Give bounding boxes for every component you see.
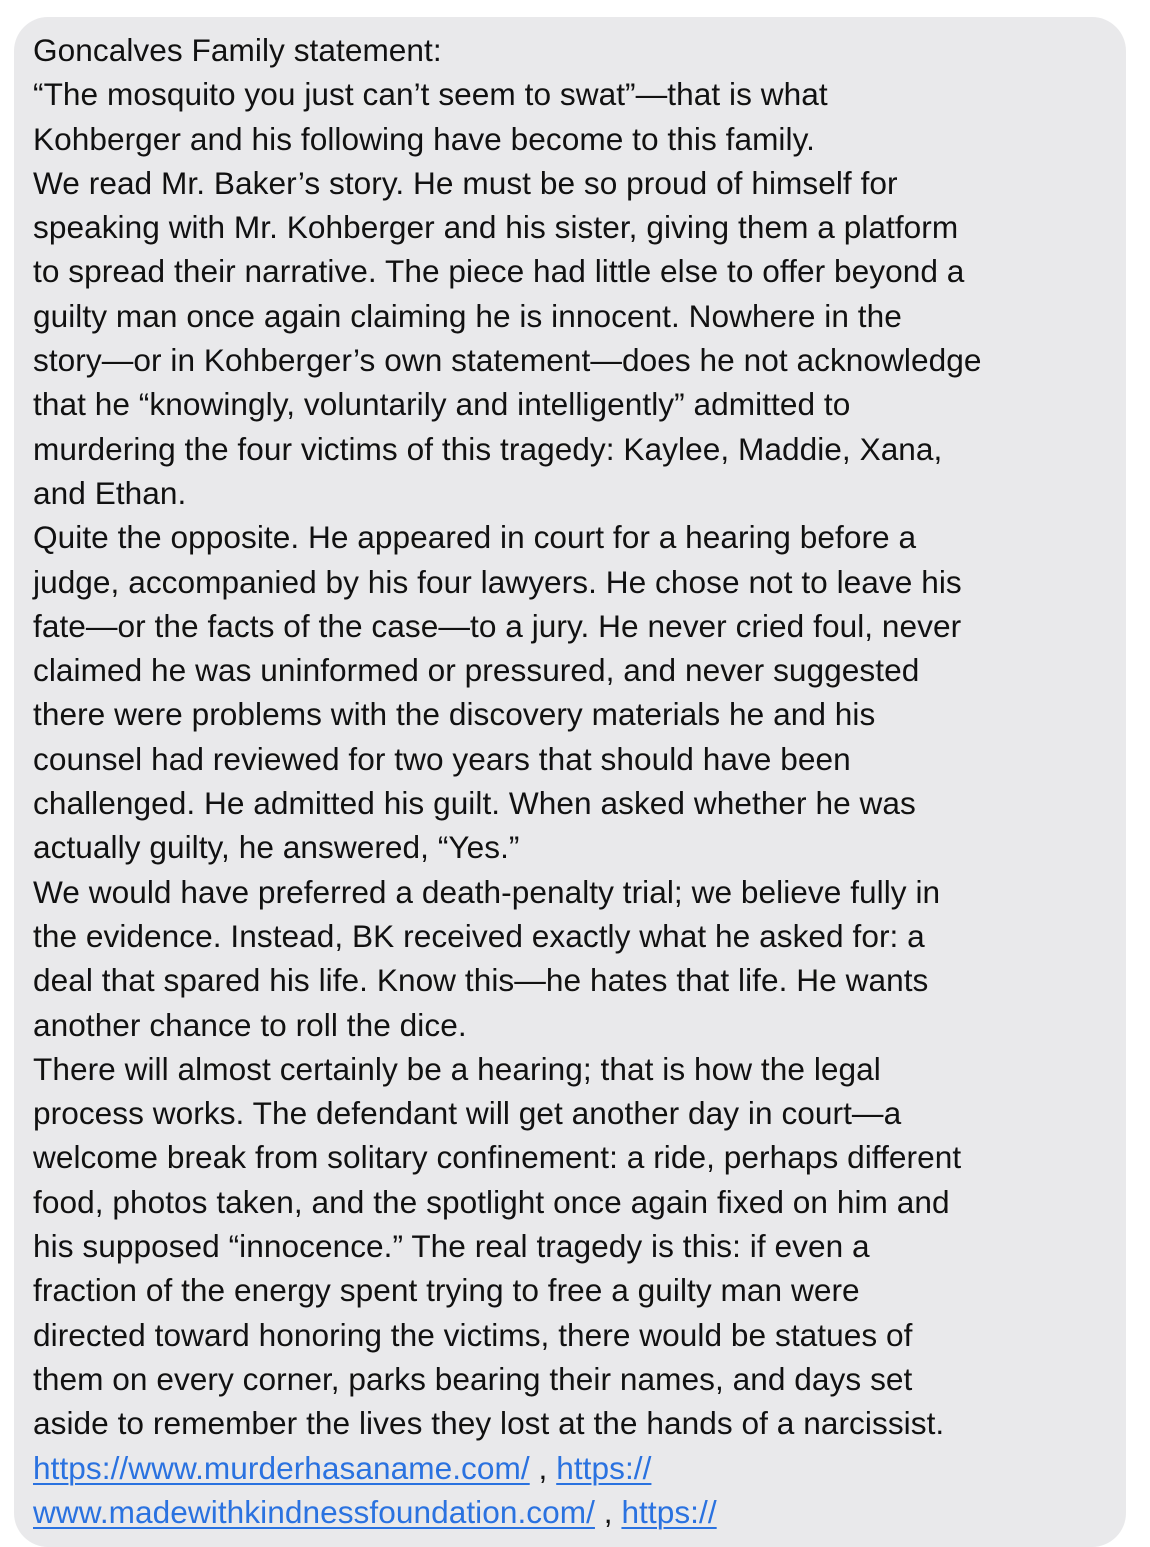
message-line: aside to remember the lives they lost at the hands of a narcissist. <box>33 1405 945 1442</box>
message-line: claimed he was uninformed or pressured, and never suggested <box>33 652 920 689</box>
message-line: fraction of the energy spent trying to free a guilty man were <box>33 1272 860 1309</box>
message-line: We read Mr. Baker’s story. He must be so proud of himself for <box>33 164 898 201</box>
message-line: Quite the opposite. He appeared in court for a hearing before a <box>33 519 917 556</box>
message-line: them on every corner, parks bearing their names, and days set <box>33 1360 913 1397</box>
message-line: actually guilty, he answered, “Yes.” <box>33 829 520 866</box>
message-line: story—or in Kohberger’s own statement—does he not acknowledge <box>33 342 982 379</box>
message-line: his supposed “innocence.” The real tragedy is this: if even a <box>33 1228 870 1265</box>
message-bubble[interactable] <box>14 17 1126 1547</box>
message-line: We would have preferred a death-penalty trial; we believe fully in <box>33 873 941 910</box>
link-separator: , <box>594 1493 622 1530</box>
message-line: deal that spared his life. Know this—he hates that life. He wants <box>33 962 929 999</box>
message-line: fate—or the facts of the case—to a jury. He never cried foul, never <box>33 607 962 644</box>
message-line: the evidence. Instead, BK received exactly what he asked for: a <box>33 917 925 954</box>
message-line: another chance to roll the dice. <box>33 1006 467 1043</box>
message-line: counsel had reviewed for two years that should have been <box>33 740 851 777</box>
message-line: Kohberger and his following have become to this family. <box>33 120 815 157</box>
message-line: and Ethan. <box>33 474 187 511</box>
message-line: murdering the four victims of this tragedy: Kaylee, Maddie, Xana, <box>33 430 943 467</box>
links-line-2 <box>33 1490 1126 1534</box>
message-line: to spread their narrative. The piece had little else to offer beyond a <box>33 253 965 290</box>
message-line: process works. The defendant will get another day in court—a <box>33 1095 902 1132</box>
message-text <box>33 28 1126 1534</box>
message-line: challenged. He admitted his guilt. When asked whether he was <box>33 785 916 822</box>
message-line: There will almost certainly be a hearing; that is how the legal <box>33 1050 881 1087</box>
message-line: Goncalves Family statement: <box>33 32 442 68</box>
message-line: there were problems with the discovery materials he and his <box>33 696 876 733</box>
link-third-start[interactable]: https:// <box>621 1493 717 1530</box>
link-madewithkindness-end[interactable]: www.madewithkindnessfoundation.com/ <box>33 1493 595 1530</box>
message-line: “The mosquito you just can’t seem to swat”—that is what <box>33 76 828 113</box>
message-line: food, photos taken, and the spotlight once again fixed on him and <box>33 1183 950 1220</box>
message-line: judge, accompanied by his four lawyers. He chose not to leave his <box>33 563 962 600</box>
link-separator: , <box>529 1449 557 1486</box>
message-line: that he “knowingly, voluntarily and intelligently” admitted to <box>33 386 851 423</box>
message-line: guilty man once again claiming he is innocent. Nowhere in the <box>33 297 902 334</box>
link-madewithkindness-start[interactable]: https:// <box>556 1449 652 1486</box>
message-line: directed toward honoring the victims, there would be statues of <box>33 1316 913 1353</box>
link-murderhasaname[interactable]: https://www.murderhasaname.com/ <box>33 1449 530 1486</box>
message-line: speaking with Mr. Kohberger and his sister, giving them a platform <box>33 209 959 246</box>
message-line: welcome break from solitary confinement: a ride, perhaps different <box>33 1139 962 1176</box>
links-line-1 <box>33 1446 1126 1490</box>
